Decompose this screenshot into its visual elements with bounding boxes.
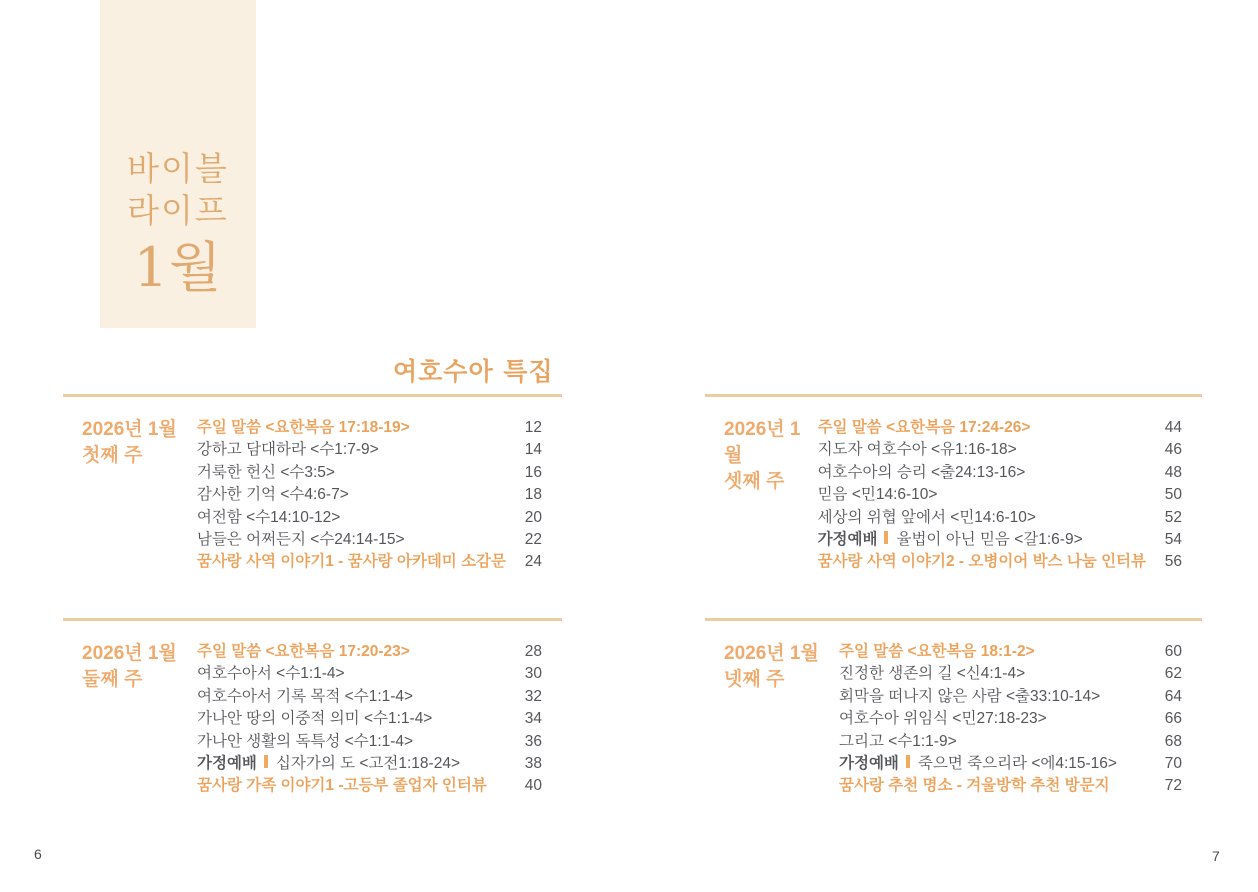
entry-page-number: 36	[524, 732, 542, 750]
entry-page-number: 24	[524, 553, 542, 571]
entry-title	[818, 417, 1146, 439]
entry-page-number: 38	[524, 755, 542, 773]
cover-title-line1: 바이블	[127, 149, 229, 188]
entry-title	[839, 753, 1146, 775]
entry-text: 주일 말씀 <요한복음 18:1-2>	[839, 643, 1035, 660]
entry-page-number: 18	[524, 486, 542, 504]
toc-entry	[839, 708, 1182, 730]
entry-text: 그리고 <수1:1-9>	[839, 732, 957, 750]
entry-text: 가나안 생활의 독특성 <수1:1-4>	[197, 732, 414, 750]
entry-page-number: 12	[524, 419, 542, 436]
entry-page-number: 22	[524, 531, 542, 549]
entry-text: 여전함 <수14:10-12>	[196, 508, 341, 526]
toc-entry	[197, 708, 542, 730]
entry-text: 여호수아의 승리 <출24:13-16>	[817, 463, 1026, 481]
special-feature-title: 여호수아 특집	[393, 357, 554, 386]
toc-entry	[839, 686, 1182, 708]
entry-text: 회막을 떠나지 않은 사람 <출33:10-14>	[839, 687, 1101, 705]
divider-bar-icon	[264, 755, 268, 768]
week-header	[63, 417, 197, 574]
entry-page-number: 46	[1164, 441, 1182, 459]
entry-prefix-label: 가정예배	[839, 755, 899, 773]
entry-text: 여호수아서 <수1:1-4>	[197, 665, 345, 683]
toc-entry	[197, 507, 542, 529]
entry-text: 남들은 어쩌든지 <수24:14-15>	[196, 531, 405, 549]
entry-list	[197, 641, 562, 798]
week-header-line2: 셋째 주	[724, 471, 785, 492]
entry-title	[197, 417, 506, 439]
toc-entry	[197, 417, 542, 439]
entry-title	[197, 686, 506, 708]
entry-page-number: 28	[524, 643, 542, 660]
toc-entry	[818, 551, 1182, 573]
entry-page-number: 44	[1164, 419, 1182, 436]
entry-page-number: 54	[1164, 531, 1182, 549]
entry-title	[197, 753, 506, 775]
toc-entry	[197, 731, 542, 753]
entry-text: 율법이 아닌 믿음 <갈1:6-9>	[896, 531, 1083, 549]
entry-title	[818, 462, 1146, 484]
page-number-right: 7	[1212, 848, 1220, 864]
entry-text: 거룩한 헌신 <수3:5>	[196, 463, 335, 481]
entry-title	[197, 731, 506, 753]
entry-prefix-label: 가정예배	[817, 531, 878, 549]
toc-entry	[839, 663, 1182, 685]
entry-text: 십자가의 도 <고전1:18-24>	[275, 755, 461, 773]
week-header-line1: 2026년 1월	[82, 419, 177, 440]
entry-text: 주일 말씀 <요한복음 17:24-26>	[817, 419, 1031, 436]
entry-text: 세상의 위협 앞에서 <민14:6-10>	[817, 508, 1036, 526]
entry-title	[197, 708, 506, 730]
entry-list	[818, 417, 1202, 574]
entry-page-number: 70	[1164, 755, 1182, 773]
toc-section-week4	[705, 618, 1202, 798]
entry-page-number: 30	[524, 665, 542, 683]
entry-page-number: 68	[1164, 732, 1182, 750]
entry-title	[197, 462, 506, 484]
entry-text: 주일 말씀 <요한복음 17:20-23>	[197, 643, 410, 660]
toc-entry	[197, 439, 542, 461]
entry-page-number: 14	[524, 441, 542, 459]
toc-entry	[818, 439, 1182, 461]
entry-text: 믿음 <민14:6-10>	[817, 486, 938, 504]
entry-text: 감사한 기억 <수4:6-7>	[196, 486, 349, 504]
entry-title	[197, 551, 506, 573]
entry-title	[197, 484, 506, 506]
entry-page-number: 50	[1164, 486, 1182, 504]
toc-section-week2	[63, 618, 562, 798]
entry-title	[818, 484, 1146, 506]
entry-text: 꿈사랑 가족 이야기1 -고등부 졸업자 인터뷰	[197, 777, 487, 795]
entry-text: 가나안 땅의 이중적 의미 <수1:1-4>	[197, 710, 433, 728]
entry-page-number: 62	[1164, 665, 1182, 683]
toc-entry	[197, 529, 542, 551]
entry-title	[839, 708, 1146, 730]
week-header-line2: 넷째 주	[724, 669, 785, 690]
entry-page-number: 32	[524, 687, 542, 705]
entry-text: 꿈사랑 사역 이야기2 - 오병이어 박스 나눔 인터뷰	[817, 553, 1146, 571]
entry-page-number: 60	[1164, 643, 1182, 660]
entry-page-number: 64	[1164, 687, 1182, 705]
toc-entry	[197, 753, 542, 775]
toc-entry	[197, 663, 542, 685]
week-header-line2: 첫째 주	[82, 445, 143, 466]
entry-title	[839, 775, 1146, 797]
entry-page-number: 48	[1164, 463, 1182, 481]
week-header-line1: 2026년 1월	[724, 643, 819, 664]
entry-text: 꿈사랑 사역 이야기1 - 꿈사랑 아카데미 소감문	[196, 553, 506, 571]
entry-page-number: 56	[1164, 553, 1182, 571]
entry-title	[818, 507, 1146, 529]
entry-prefix-label: 가정예배	[197, 755, 257, 773]
entry-title	[839, 686, 1146, 708]
week-header	[705, 641, 839, 798]
toc-entry	[818, 484, 1182, 506]
divider-bar-icon	[906, 755, 910, 768]
entry-text: 지도자 여호수아 <유1:16-18>	[817, 441, 1017, 459]
entry-title	[197, 641, 506, 663]
entry-title	[818, 529, 1146, 551]
entry-title	[839, 641, 1146, 663]
week-header	[63, 641, 197, 798]
entry-page-number: 52	[1164, 508, 1182, 526]
toc-entry	[197, 462, 542, 484]
toc-entry	[818, 462, 1182, 484]
week-header-line1: 2026년 1월	[724, 419, 801, 466]
entry-page-number: 66	[1164, 710, 1182, 728]
cover-title-line2: 라이프	[127, 191, 229, 230]
entry-text: 죽으면 죽으리라 <에4:15-16>	[917, 755, 1117, 773]
entry-list	[197, 417, 562, 574]
cover-month-box	[100, 0, 256, 328]
entry-page-number: 16	[524, 463, 542, 481]
entry-title	[197, 507, 506, 529]
toc-entry	[197, 484, 542, 506]
toc-entry	[839, 641, 1182, 663]
entry-title	[818, 439, 1146, 461]
week-header	[705, 417, 818, 574]
entry-title	[818, 551, 1146, 573]
entry-page-number: 20	[524, 508, 542, 526]
entry-title	[839, 663, 1146, 685]
entry-page-number: 34	[524, 710, 542, 728]
entry-text: 여호수아 위임식 <민27:18-23>	[839, 710, 1047, 728]
entry-text: 강하고 담대하라 <수1:7-9>	[196, 441, 379, 459]
divider-bar-icon	[884, 531, 888, 544]
entry-list	[839, 641, 1202, 798]
toc-section-week3	[705, 394, 1202, 574]
entry-title	[197, 775, 506, 797]
toc-entry	[839, 731, 1182, 753]
toc-entry	[197, 641, 542, 663]
toc-section-week1	[63, 394, 562, 574]
entry-page-number: 72	[1164, 777, 1182, 795]
toc-entry	[197, 775, 542, 797]
entry-text: 진정한 생존의 길 <신4:1-4>	[839, 665, 1026, 683]
entry-title	[197, 663, 506, 685]
week-header-line1: 2026년 1월	[82, 643, 177, 664]
entry-title	[197, 529, 506, 551]
entry-title	[839, 731, 1146, 753]
toc-entry	[197, 551, 542, 573]
cover-month-label: 1월	[133, 236, 223, 299]
entry-title	[197, 439, 506, 461]
toc-entry	[839, 775, 1182, 797]
entry-text: 주일 말씀 <요한복음 17:18-19>	[196, 419, 410, 436]
toc-entry	[197, 686, 542, 708]
week-header-line2: 둘째 주	[82, 669, 143, 690]
toc-entry	[839, 753, 1182, 775]
toc-entry	[818, 507, 1182, 529]
entry-text: 꿈사랑 추천 명소 - 겨울방학 추천 방문지	[839, 777, 1110, 795]
entry-text: 여호수아서 기록 목적 <수1:1-4>	[197, 687, 414, 705]
toc-entry	[818, 417, 1182, 439]
toc-entry	[818, 529, 1182, 551]
page-number-left: 6	[34, 846, 42, 862]
entry-page-number: 40	[524, 777, 542, 795]
